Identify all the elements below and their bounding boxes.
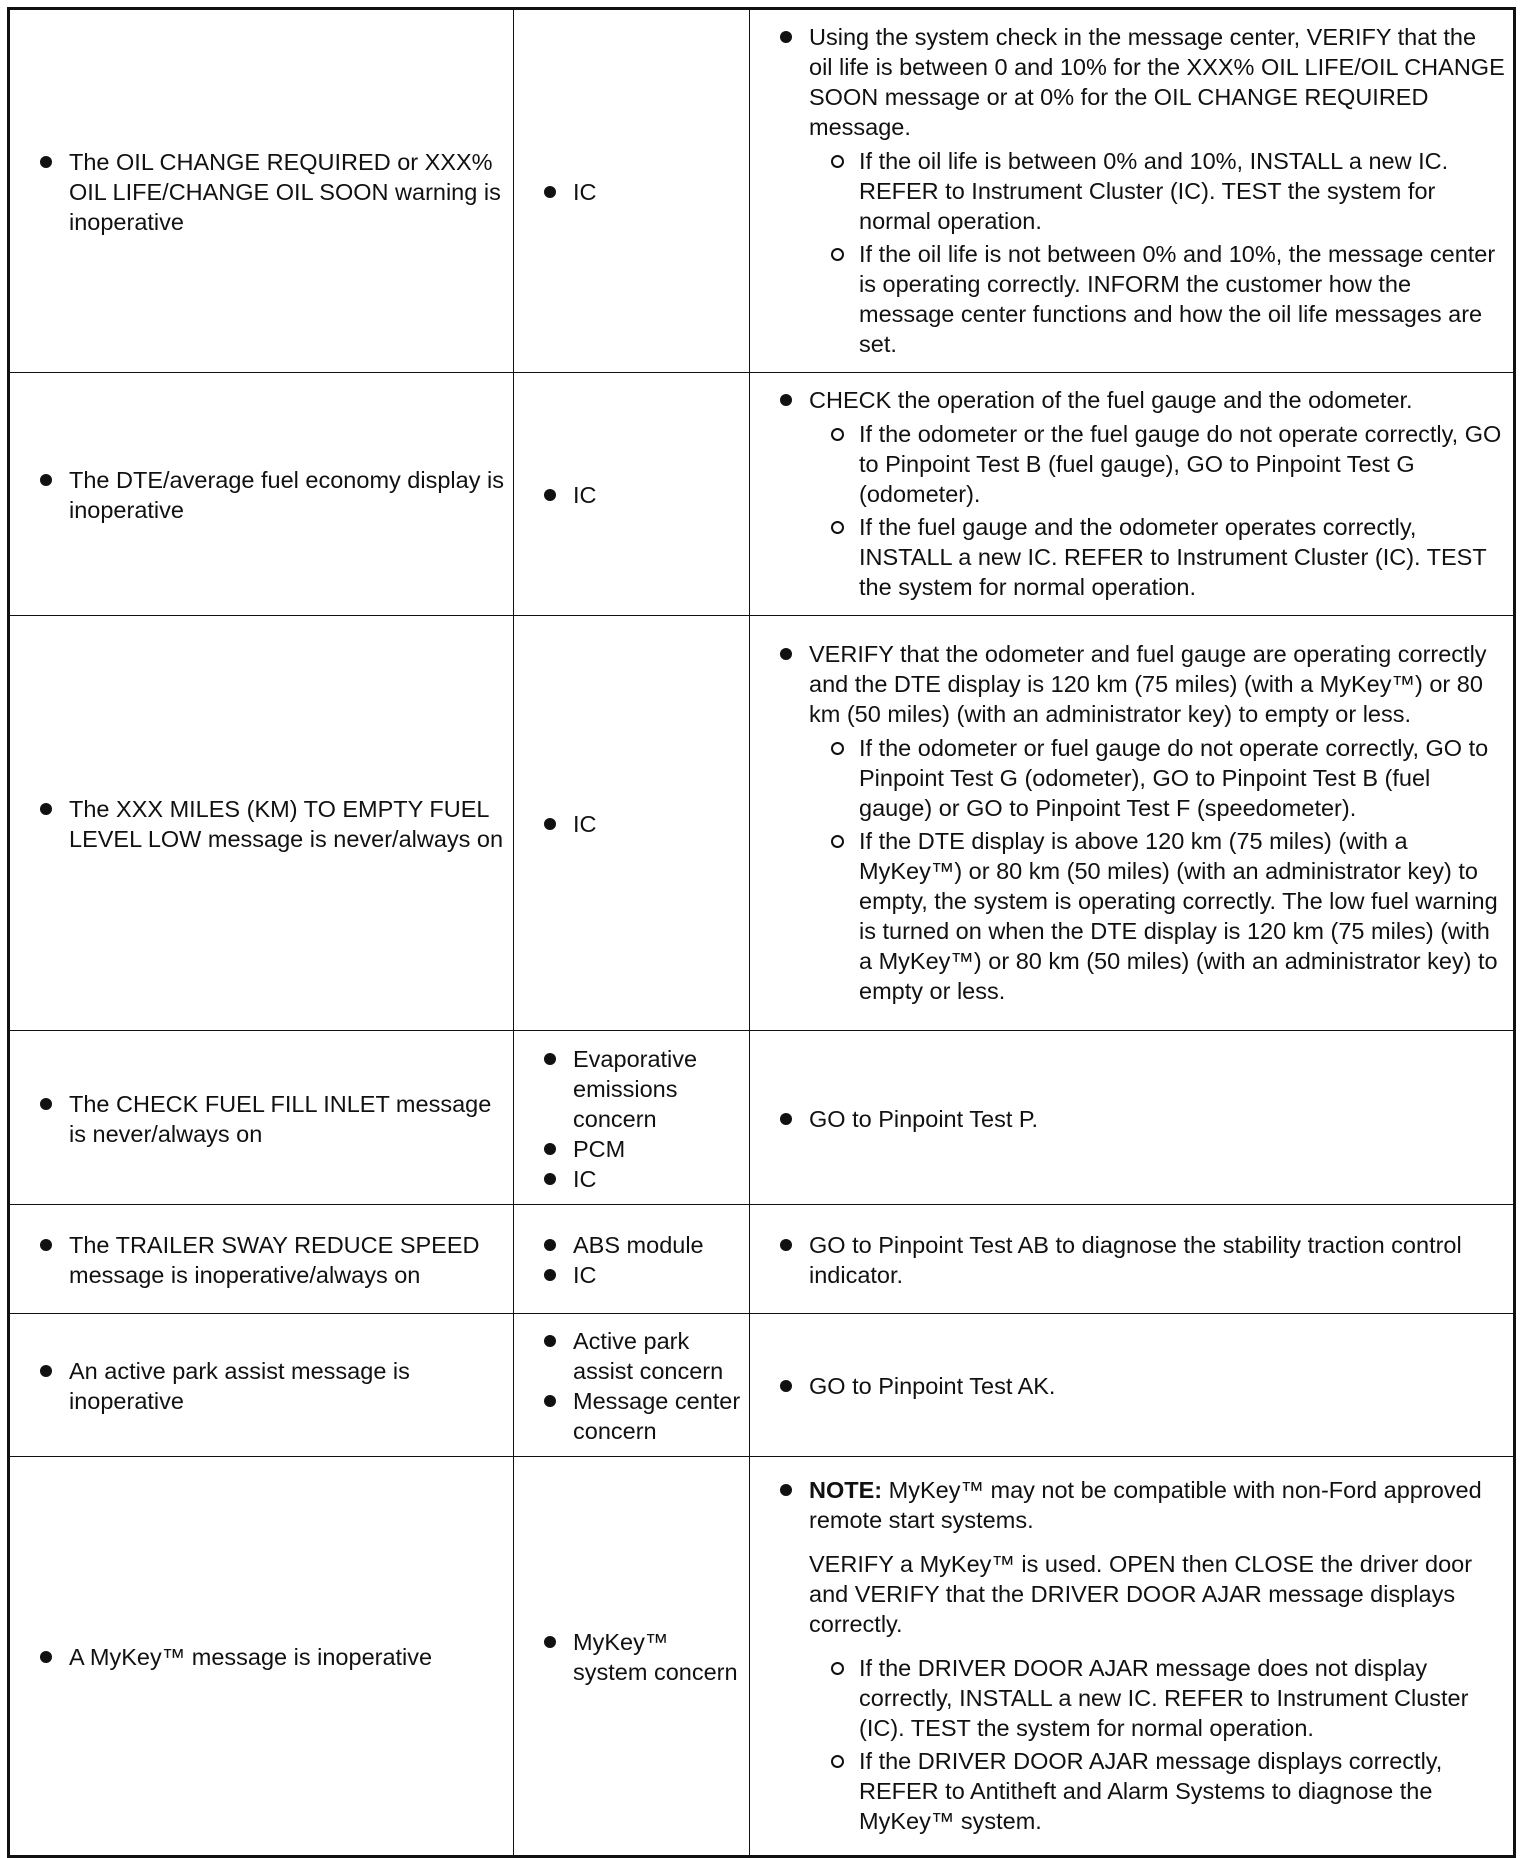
source-item: Evaporative emissions concern [534,1044,741,1134]
action-main-text: VERIFY a MyKey™ is used. OPEN then CLOSE the driver door and VERIFY that the DRIVER DOOR AJAR message displays correctly. [809,1551,1473,1637]
action-cell [750,1314,1515,1457]
action-cell [750,1031,1515,1205]
source-cell [514,616,750,1031]
source-item: IC [534,177,741,207]
table-row [9,1031,1515,1205]
note-label: NOTE: [809,1477,883,1503]
action-sub-item: If the odometer or the fuel gauge do not operate correctly, GO to Pinpoint Test B (fuel gauge), GO to Pinpoint Test G (odometer). [809,419,1505,509]
note-text: MyKey™ may not be compatible with non-Ford approved remote start systems. [809,1477,1482,1533]
source-item: PCM [534,1134,741,1164]
action-sub-item: If the DRIVER DOOR AJAR message does not display correctly, INSTALL a new IC. REFER to Instrument Cluster (IC). TEST the system for normal operation. [809,1653,1505,1743]
action-sub-item: If the DTE display is above 120 km (75 miles) (with a MyKey™) or 80 km (50 miles) (with an administrator key) to empty, the system is operating correctly. The low fuel warning is turned on when the DTE display is 120 km (75 miles) (with a MyKey™) or 80 km (50 miles) (with an administrator key) to empty or less. [809,826,1505,1006]
source-item: MyKey™ system concern [534,1627,741,1687]
action-main-text: CHECK the operation of the fuel gauge and the odometer. [809,387,1413,413]
action-sub-item: If the odometer or fuel gauge do not operate correctly, GO to Pinpoint Test G (odometer), GO to Pinpoint Test B (fuel gauge) or GO to Pinpoint Test F (speedometer). [809,733,1505,823]
condition-cell [9,9,514,373]
source-item: IC [534,1260,741,1290]
action-sub-item: If the oil life is between 0% and 10%, INSTALL a new IC. REFER to Instrument Cluster (IC). TEST the system for normal operation. [809,146,1505,236]
note-paragraph [809,1475,1505,1535]
action-item [770,1475,1505,1836]
source-item: Active park assist concern [534,1326,741,1386]
condition-text: The XXX MILES (KM) TO EMPTY FUEL LEVEL LOW message is never/always on [30,794,505,854]
source-cell [514,1205,750,1314]
condition-text: The CHECK FUEL FILL INLET message is never/always on [30,1089,505,1149]
action-cell [750,1205,1515,1314]
condition-text: The TRAILER SWAY REDUCE SPEED message is inoperative/always on [30,1230,505,1290]
source-item: ABS module [534,1230,741,1260]
action-cell [750,1457,1515,1857]
condition-text: An active park assist message is inoperative [30,1356,505,1416]
diagnostic-table [7,7,1516,1858]
action-item [770,385,1505,602]
action-main-text: Using the system check in the message center, VERIFY that the oil life is between 0 and 10% for the XXX% OIL LIFE/OIL CHANGE SOON message or at 0% for the OIL CHANGE REQUIRED message. [809,24,1505,140]
action-main-text: VERIFY that the odometer and fuel gauge are operating correctly and the DTE display is 120 km (75 miles) (with a MyKey™) or 80 km (50 miles) (with an administrator key) to empty or less. [809,641,1487,727]
action-item: GO to Pinpoint Test P. [770,1104,1505,1134]
condition-text: The OIL CHANGE REQUIRED or XXX% OIL LIFE/CHANGE OIL SOON warning is inoperative [30,147,505,237]
table-row [9,9,1515,373]
action-cell [750,616,1515,1031]
action-cell [750,9,1515,373]
source-item: Message center concern [534,1386,741,1446]
condition-text: The DTE/average fuel economy display is inoperative [30,465,505,525]
condition-cell [9,1457,514,1857]
source-cell [514,1314,750,1457]
action-cell [750,373,1515,616]
condition-cell [9,1205,514,1314]
condition-cell [9,1031,514,1205]
source-item: IC [534,1164,741,1194]
condition-text: A MyKey™ message is inoperative [30,1642,505,1672]
action-item: GO to Pinpoint Test AK. [770,1371,1505,1401]
table-row [9,373,1515,616]
source-cell [514,1457,750,1857]
table-row [9,616,1515,1031]
source-cell [514,9,750,373]
action-item: GO to Pinpoint Test AB to diagnose the stability traction control indicator. [770,1230,1505,1290]
table-row [9,1457,1515,1857]
action-item [770,22,1505,359]
condition-cell [9,373,514,616]
table-row [9,1314,1515,1457]
condition-cell [9,1314,514,1457]
source-cell [514,1031,750,1205]
action-item [770,639,1505,1006]
source-item: IC [534,809,741,839]
action-sub-item: If the oil life is not between 0% and 10%, the message center is operating correctly. INFORM the customer how the message center functions and how the oil life messages are set. [809,239,1505,359]
source-cell [514,373,750,616]
condition-cell [9,616,514,1031]
action-sub-item: If the fuel gauge and the odometer operates correctly, INSTALL a new IC. REFER to Instrument Cluster (IC). TEST the system for normal operation. [809,512,1505,602]
table-row [9,1205,1515,1314]
source-item: IC [534,480,741,510]
action-sub-item: If the DRIVER DOOR AJAR message displays correctly, REFER to Antitheft and Alarm Systems to diagnose the MyKey™ system. [809,1746,1505,1836]
